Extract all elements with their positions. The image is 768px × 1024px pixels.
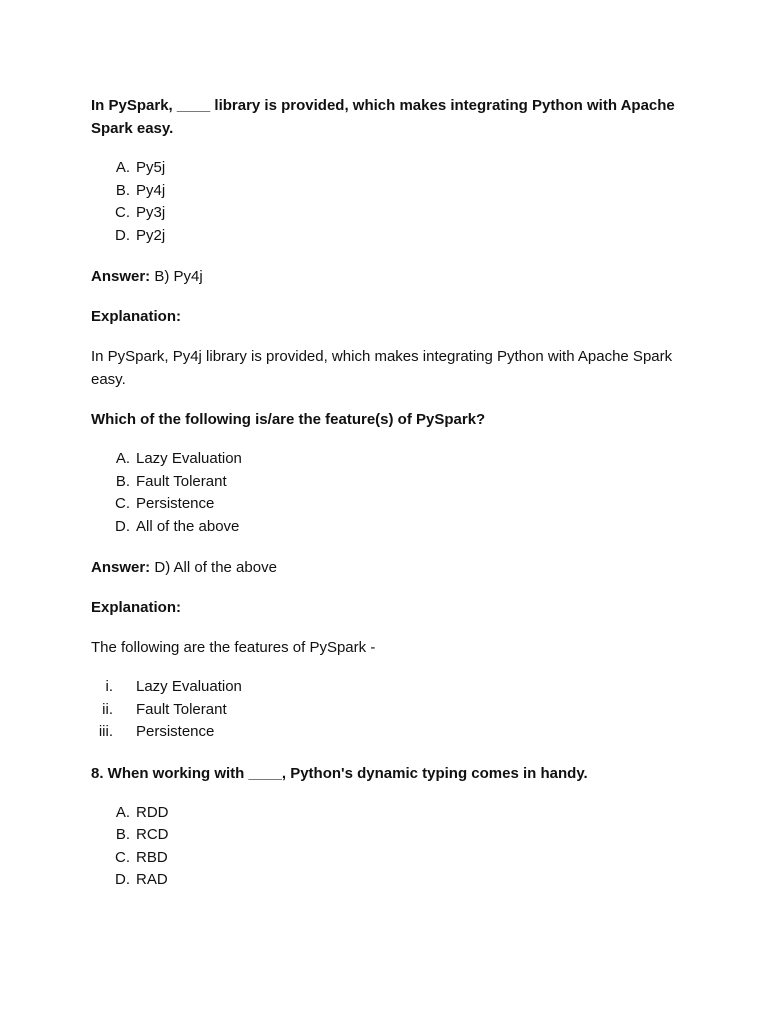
explanation-1-text: In PySpark, Py4j library is provided, which makes integrating Python with Apache Spark easy. xyxy=(91,348,673,388)
option-item xyxy=(91,824,691,847)
question-3-options xyxy=(91,802,691,892)
feature-text: Lazy Evaluation xyxy=(136,678,242,695)
option-text: Py2j xyxy=(136,226,166,244)
option-text: Fault Tolerant xyxy=(136,472,227,490)
option-text: All of the above xyxy=(136,517,240,535)
feature-item xyxy=(91,721,691,744)
option-marker: D. xyxy=(115,226,130,244)
option-item xyxy=(91,516,691,539)
explanation-2-intro: The following are the features of PySpark - xyxy=(91,639,376,656)
answer-label: Answer: xyxy=(91,559,151,576)
document-content xyxy=(91,94,691,910)
question-1: In PySpark, ____ library is provided, which makes integrating Python with Apache Spark easy. xyxy=(91,97,675,137)
option-item xyxy=(91,847,691,870)
option-item xyxy=(91,202,691,225)
question-2: Which of the following is/are the feature(s) of PySpark? xyxy=(91,411,486,428)
question-3: 8. When working with ____, Python's dynamic typing comes in handy. xyxy=(91,764,588,782)
feature-marker: i. xyxy=(105,678,113,695)
option-marker: B. xyxy=(115,826,130,843)
explanation-1-heading: Explanation: xyxy=(91,308,182,325)
option-marker: B. xyxy=(115,181,130,199)
question-1-options xyxy=(91,157,691,247)
question-2-options xyxy=(91,448,691,538)
option-item xyxy=(91,493,691,516)
feature-marker: ii. xyxy=(102,700,113,718)
option-text: RAD xyxy=(136,871,168,888)
feature-text: Fault Tolerant xyxy=(136,700,227,718)
option-marker: A. xyxy=(115,803,130,821)
option-marker: D. xyxy=(115,871,130,888)
option-text: RBD xyxy=(136,848,168,866)
option-text: RCD xyxy=(136,826,169,843)
option-marker: A. xyxy=(115,159,130,176)
answer-1 xyxy=(91,265,691,288)
option-text: Lazy Evaluation xyxy=(136,450,242,467)
option-marker: C. xyxy=(115,495,130,512)
answer-text: B) Py4j xyxy=(150,268,203,285)
option-text: RDD xyxy=(136,803,169,821)
answer-text: D) All of the above xyxy=(150,559,277,576)
explanation-2-heading: Explanation: xyxy=(91,599,182,616)
option-item xyxy=(91,157,691,180)
option-marker: C. xyxy=(115,204,130,221)
option-item xyxy=(91,802,691,825)
feature-list xyxy=(91,676,691,744)
option-item xyxy=(91,869,691,892)
option-item xyxy=(91,180,691,203)
option-text: Py3j xyxy=(136,204,166,221)
feature-text: Persistence xyxy=(136,723,215,740)
option-item xyxy=(91,471,691,494)
option-text: Persistence xyxy=(136,495,215,512)
option-item xyxy=(91,448,691,471)
feature-item xyxy=(91,699,691,722)
answer-2 xyxy=(91,556,691,579)
option-item xyxy=(91,225,691,248)
feature-marker: iii. xyxy=(98,723,113,740)
option-marker: B. xyxy=(115,472,130,490)
answer-label: Answer: xyxy=(91,268,151,285)
option-marker: C. xyxy=(115,848,130,866)
feature-item xyxy=(91,676,691,699)
option-text: Py5j xyxy=(136,159,166,176)
option-marker: A. xyxy=(115,450,130,467)
option-text: Py4j xyxy=(136,181,166,199)
option-marker: D. xyxy=(115,517,130,535)
